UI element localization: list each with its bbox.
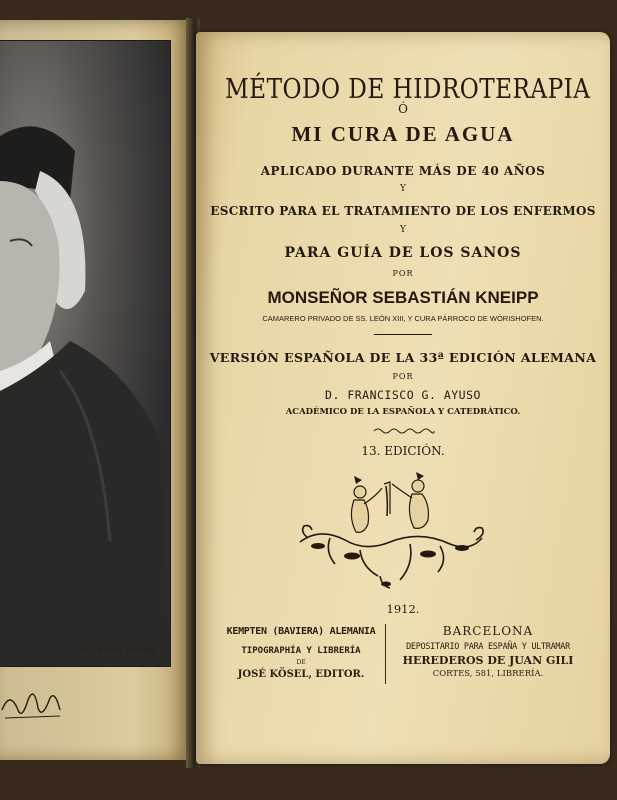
author-title: CAMARERO PRIVADO DE SS. LEÓN XIII, Y CURA PÁRROCO DE WÖRISHOFEN. xyxy=(262,314,544,323)
guide-line: PARA GUÍA DE LOS SANOS xyxy=(284,245,522,261)
translator-title: ACADÉMICO DE LA ESPAÑOLA Y CATEDRÁTICO. xyxy=(285,407,521,417)
translator-name: D. FRANCISCO G. AYUSO xyxy=(325,388,481,402)
cherub-vignette xyxy=(290,472,490,592)
by-label-1: POR xyxy=(392,269,414,278)
main-title: MÉTODO DE HIDROTERAPIA xyxy=(224,74,591,105)
conjunction-y-2: Y xyxy=(400,225,406,235)
portrait-figure xyxy=(0,41,170,666)
applied-line: APLICADO DURANTE MÁS DE 40 AÑOS xyxy=(260,164,546,178)
edition-number: 13. EDICIÓN. xyxy=(361,444,445,458)
publisher-left-house: TIPOGRAPHÍA Y LIBRERÍA xyxy=(241,646,361,656)
publisher-divider xyxy=(385,624,386,684)
conjunction-y-1: Y xyxy=(400,184,406,194)
publisher-right-address: CORTES, 581, LIBRERÍA. xyxy=(432,669,544,679)
author-name: MONSEÑOR SEBASTIÁN KNEIPP xyxy=(267,288,539,307)
written-line: ESCRITO PARA EL TRATAMIENTO DE LOS ENFERMOS xyxy=(210,204,596,218)
publisher-right-heirs: HEREDEROS DE JUAN GILI xyxy=(402,654,574,667)
publisher-right-city: BARCELONA xyxy=(442,624,534,638)
engraver-caption: Jos. Kösel autotyp. xyxy=(80,646,160,656)
signature-scribble xyxy=(0,680,70,730)
conjunction: Ó xyxy=(398,102,408,116)
version-line: VERSIÓN ESPAÑOLA DE LA 33ª EDICIÓN ALEMANA xyxy=(209,350,597,365)
publisher-right-depository: DEPOSITARIO PARA ESPAÑA Y ULTRAMAR xyxy=(406,642,570,652)
left-page xyxy=(0,20,190,760)
publisher-left-editor: JOSÉ KÖSEL, EDITOR. xyxy=(237,669,365,680)
subtitle: MI CURA DE AGUA xyxy=(291,122,515,146)
squiggle-ornament xyxy=(372,426,436,436)
by-label-2: POR xyxy=(392,372,414,381)
title-page xyxy=(196,32,610,764)
publication-year: 1912. xyxy=(386,602,420,616)
portrait-engraving xyxy=(0,40,171,667)
separator-rule xyxy=(374,334,432,335)
publisher-left-city: KEMPTEN (BAVIERA) ALEMANIA xyxy=(226,626,376,637)
publisher-left-de: DE xyxy=(296,659,306,666)
